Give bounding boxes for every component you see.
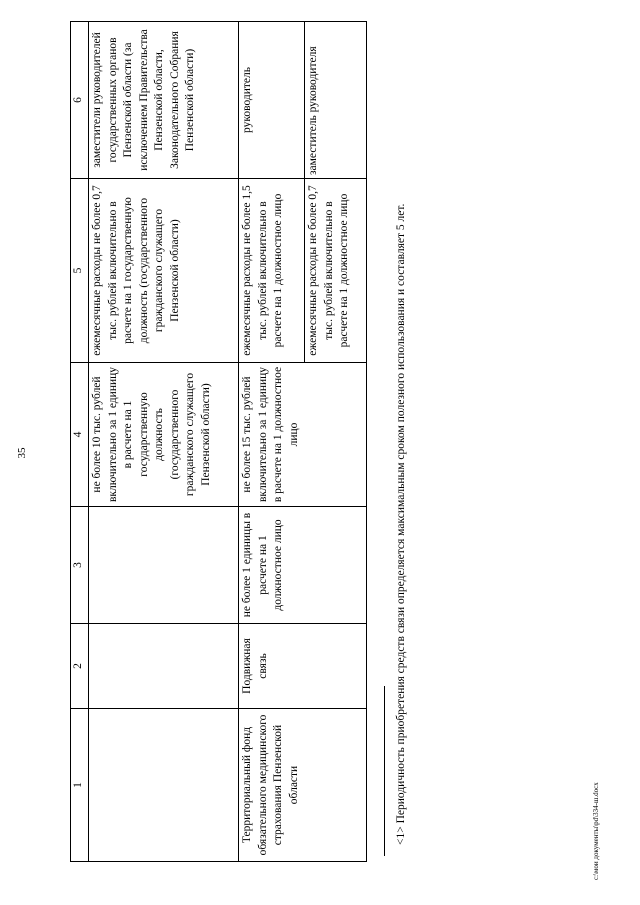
header-cell-6: 6 bbox=[71, 22, 89, 179]
rotated-table-container bbox=[70, 22, 365, 862]
cell-service-continued bbox=[89, 624, 239, 709]
footnote: <1> Периодичность приобретения средств связи определяется максимальным сроком полезного использования и составляет 5 лет. bbox=[395, 203, 407, 845]
header-cell-3: 3 bbox=[71, 507, 89, 624]
cell-service: Подвижная связь bbox=[239, 624, 367, 709]
cell-price-limit: не более 10 тыс. рублей включительно за 1 единицу в расчете на 1 государственную должность (государственного гражданского служащего Пензенской области) bbox=[89, 363, 239, 507]
footnote-separator bbox=[384, 686, 385, 856]
header-cell-5: 5 bbox=[71, 179, 89, 363]
cell-monthly-expenses: ежемесячные расходы не более 0,7 тыс. рублей включительно в расчете на 1 государственную должность (государственного гражданского служащего Пензенской области) bbox=[89, 179, 239, 363]
cell-price-limit: не более 15 тыс. рублей включительно за 1 единицу в расчете на 1 должностное лицо bbox=[239, 363, 367, 507]
cell-positions: заместитель руководителя bbox=[305, 22, 367, 179]
header-cell-1: 1 bbox=[71, 709, 89, 862]
header-cell-4: 4 bbox=[71, 363, 89, 507]
cell-organization-continued bbox=[89, 709, 239, 862]
cell-monthly-expenses: ежемесячные расходы не более 1,5 тыс. рублей включительно в расчете на 1 должностное лицо bbox=[239, 179, 305, 363]
norms-table bbox=[70, 21, 367, 862]
table-row bbox=[89, 22, 239, 862]
file-path: c:\мои документы\pd\334-ш.docx bbox=[592, 782, 600, 880]
cell-quantity-continued bbox=[89, 507, 239, 624]
table-header-row bbox=[71, 22, 89, 862]
table-row bbox=[239, 22, 305, 862]
page-number: 35 bbox=[16, 447, 28, 459]
cell-positions: заместители руководителей государственных органов Пензенской области (за исключением Правительства Пензенской области, Законодательного Собрания Пензенской области) bbox=[89, 22, 239, 179]
header-cell-2: 2 bbox=[71, 624, 89, 709]
cell-quantity: не более 1 единицы в расчете на 1 должностное лицо bbox=[239, 507, 367, 624]
cell-monthly-expenses: ежемесячные расходы не более 0,7 тыс. рублей включительно в расчете на 1 должностное лицо bbox=[305, 179, 367, 363]
cell-organization: Территориальный фонд обязательного медицинского страхования Пензенской области bbox=[239, 709, 367, 862]
cell-positions: руководитель bbox=[239, 22, 305, 179]
